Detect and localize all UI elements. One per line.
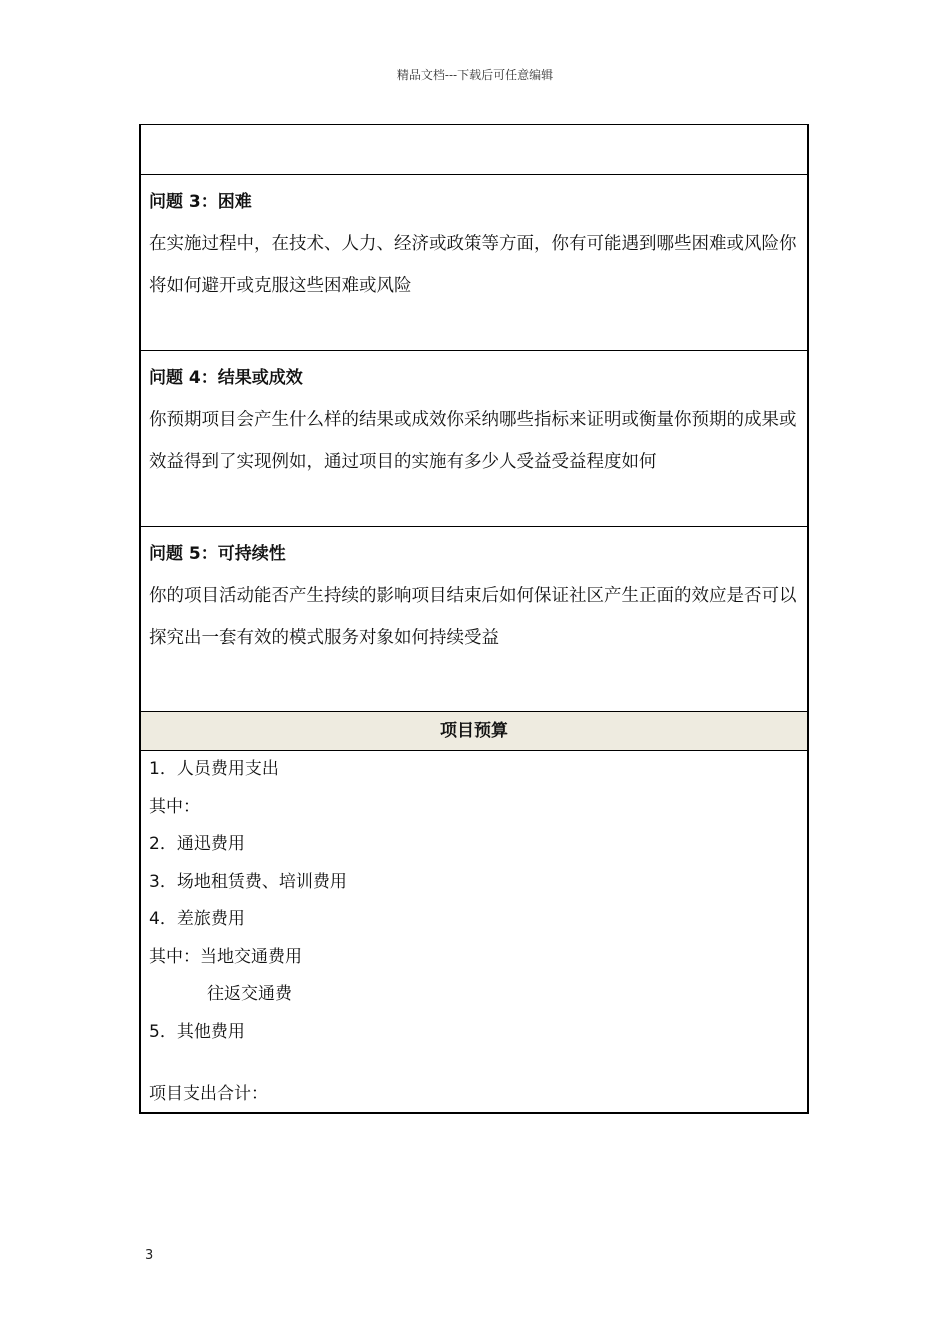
- question-3-title: 问题 3：困难: [149, 192, 252, 212]
- budget-item-round-trip: 往返交通费: [207, 984, 292, 1004]
- question-4-title: 问题 4：结果或成效: [149, 368, 303, 388]
- application-form-table: [139, 124, 809, 1114]
- budget-item-travel: 4．差旅费用: [149, 909, 245, 929]
- budget-item-other: 5．其他费用: [149, 1022, 245, 1042]
- question-5-title: 问题 5：可持续性: [149, 544, 286, 564]
- question-3-body: 在实施过程中，在技术、人力、经济或政策等方面，你有可能遇到哪些困难或风险你将如何避开或克服这些困难或风险: [149, 234, 797, 296]
- question-5-body: 你的项目活动能否产生持续的影响项目结束后如何保证社区产生正面的效应是否可以探究出一套有效的模式服务对象如何持续受益: [149, 586, 797, 648]
- question-5-cell: [141, 527, 807, 711]
- budget-item-total: 项目支出合计：: [149, 1084, 268, 1104]
- empty-top-cell: [141, 125, 807, 175]
- budget-item-personnel: 1．人员费用支出: [149, 759, 279, 779]
- budget-item-venue-training: 3．场地租赁费、培训费用: [149, 872, 347, 892]
- budget-section-header: 项目预算: [141, 711, 807, 751]
- budget-item-local-transport: 其中：当地交通费用: [149, 947, 302, 967]
- page-number: 3: [145, 1248, 154, 1263]
- question-3-cell: [141, 175, 807, 351]
- question-4-cell: [141, 351, 807, 527]
- budget-item-of-which: 其中：: [149, 797, 200, 817]
- budget-item-communication: 2．通迅费用: [149, 834, 245, 854]
- page-header: 精品文档---下载后可任意编辑: [396, 68, 554, 82]
- question-4-body: 你预期项目会产生什么样的结果或成效你采纳哪些指标来证明或衡量你预期的成果或效益得到了实现例如，通过项目的实施有多少人受益受益程度如何: [149, 410, 797, 472]
